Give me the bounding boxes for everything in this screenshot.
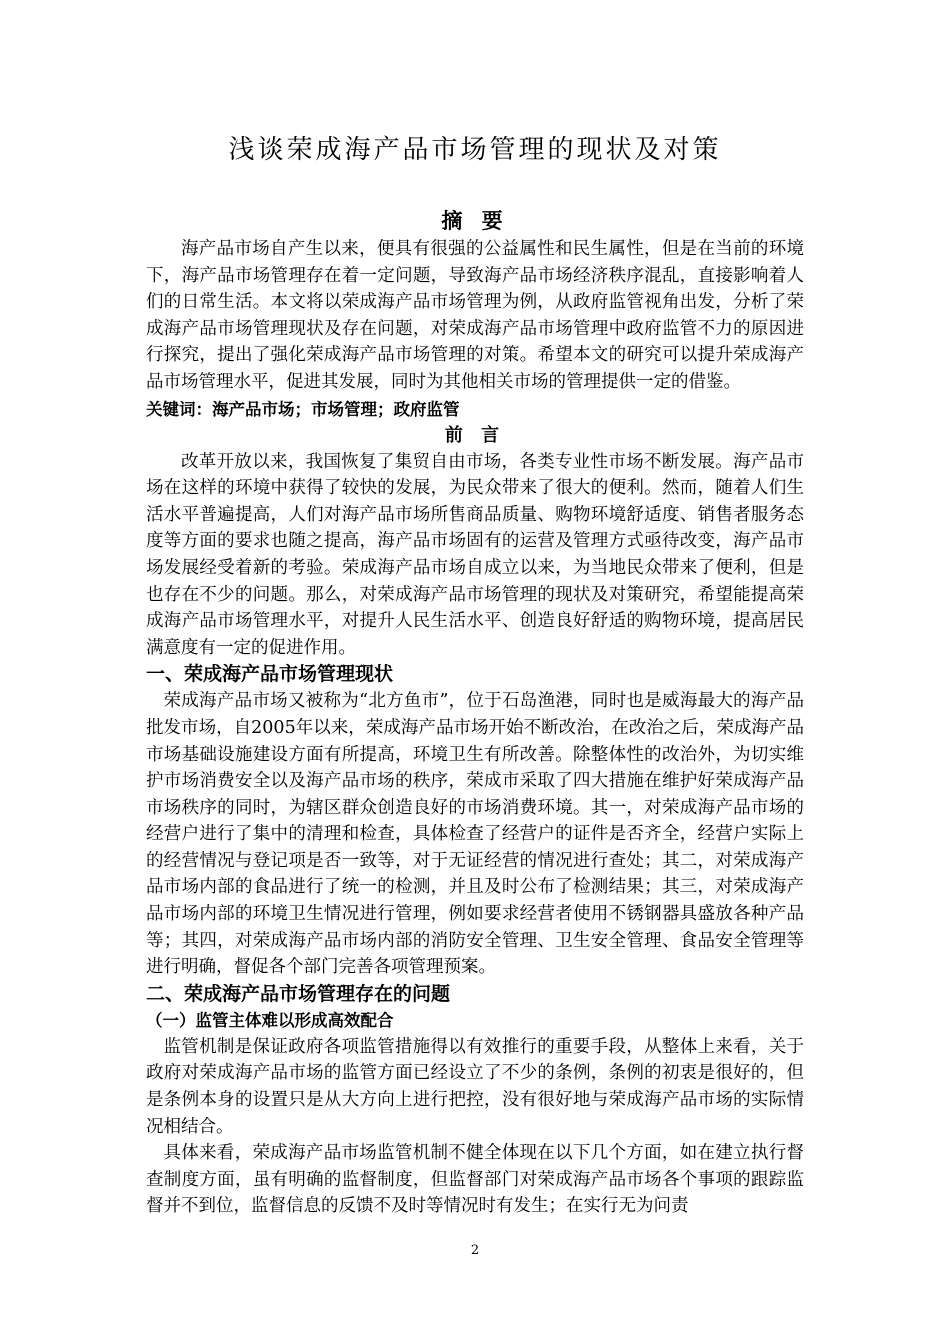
section-1-paragraph: 荣成海产品市场又被称为“北方鱼市”，位于石岛渔港，同时也是威海最大的海产品批发市场，自2005年以来，荣成海产品市场开始不断改治，在改治之后，荣成海产品市场基础设施建设方面有所提高，环境卫生有所改善。除整体性的改治外，为切实维护市场消费安全以及海产品市场的秩序，荣成市采取了四大措施在维护好荣成海产品市场秩序的同时，为辖区群众创造良好的市场消费环境。其一，对荣成海产品市场的经营户进行了集中的清理和检查，具体检查了经营户的证件是否齐全，经营户实际上的经营情况与登记项是否一致等，对于无证经营的情况进行查处；其二，对荣成海产品市场内部的食品进行了统一的检测，并且及时公布了检测结果；其三，对荣成海产品市场内部的环境卫生情况进行管理，例如要求经营者使用不锈钢器具盛放各种产品等；其四，对荣成海产品市场内部的消防安全管理、卫生安全管理、食品安全管理等进行明确，督促各个部门完善各项管理预案。 [146, 691, 804, 978]
section-1-heading: 一、荣成海产品市场管理现状 [146, 663, 394, 686]
subsection-1-heading: （一）监管主体难以形成高效配合 [146, 1010, 394, 1030]
document-title: 浅谈荣成海产品市场管理的现状及对策 [228, 135, 722, 165]
preface-heading: 前 言 [444, 424, 506, 446]
preface-paragraph: 改革开放以来，我国恢复了集贸自由市场，各类专业性市场不断发展。海产品市场在这样的环境中获得了较快的发展，为民众带来了很大的便利。然而，随着人们生活水平普遍提高，人们对海产品市场所售商品质量、购物环境舒适度、销售者服务态度等方面的要求也随之提高，海产品市场固有的运营及管理方式亟待改变，海产品市场发展经受着新的考验。荣成海产品市场自成立以来，为当地民众带来了便利，但是也存在不少的问题。那么，对荣成海产品市场管理的现状及对策研究，希望能提高荣成海产品市场管理水平，对提升人民生活水平、创造良好舒适的购物环境，提高居民满意度有一定的促进作用。 [146, 451, 804, 658]
abstract-heading: 摘 要 [441, 209, 509, 233]
page-number: 2 [470, 1243, 480, 1258]
keywords-line: 关键词：海产品市场；市场管理；政府监管 [146, 399, 460, 419]
subsection-1-paragraph-2: 具体来看，荣成海产品市场监管机制不健全体现在以下几个方面，如在建立执行督查制度方面，虽有明确的监督制度，但监督部门对荣成海产品市场各个事项的跟踪监督并不到位，监督信息的反馈不及时等情况时有发生；在实行无为问责 [146, 1143, 804, 1217]
subsection-1-paragraph-1: 监管机制是保证政府各项监管措施得以有效推行的重要手段，从整体上来看，关于政府对荣成海产品市场的监管方面已经设立了不少的条例，条例的初衷是很好的，但是条例本身的设置只是从大方向上进行把控，没有很好地与荣成海产品市场的实际情况相结合。 [146, 1036, 804, 1137]
abstract-paragraph: 海产品市场自产生以来，便具有很强的公益属性和民生属性，但是在当前的环境下，海产品市场管理存在着一定问题，导致海产品市场经济秩序混乱，直接影响着人们的日常生活。本文将以荣成海产品市场管理为例，从政府监管视角出发，分析了荣成海产品市场管理现状及存在问题，对荣成海产品市场管理中政府监管不力的原因进行探究，提出了强化荣成海产品市场管理的对策。希望本文的研究可以提升荣成海产品市场管理水平，促进其发展，同时为其他相关市场的管理提供一定的借鉴。 [146, 239, 804, 392]
section-2-heading: 二、荣成海产品市场管理存在的问题 [146, 982, 451, 1005]
